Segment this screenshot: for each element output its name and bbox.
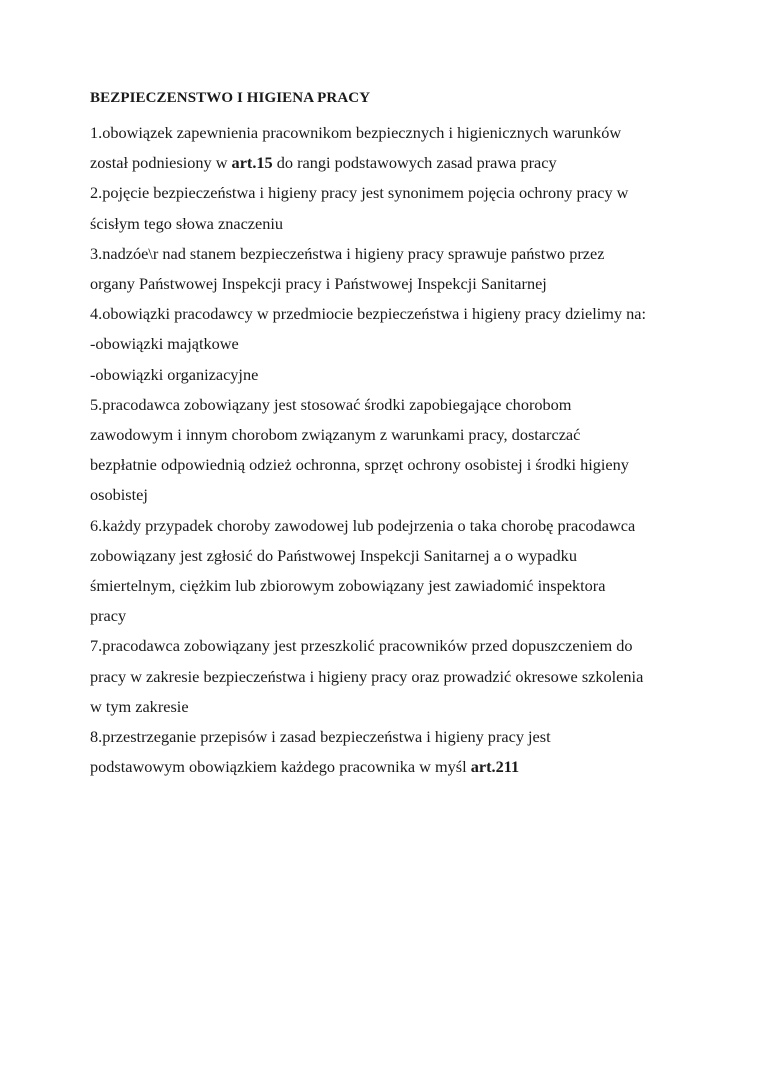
text-line: zawodowym i innym chorobom związanym z warunkami pracy, dostarczać [90, 425, 581, 445]
text-line: -obowiązki organizacyjne [90, 364, 259, 384]
article-reference: art.211 [470, 757, 520, 777]
text-line: ścisłym tego słowa znaczeniu [90, 213, 284, 233]
document-title: BEZPIECZENSTWO I HIGIENA PRACY [90, 90, 371, 106]
text-line: 1.obowiązek zapewnienia pracownikom bezpiecznych i higienicznych warunków [90, 123, 622, 142]
text-line: pracy [90, 606, 127, 626]
text-line: 8.przestrzeganie przepisów i zasad bezpieczeństwa i higieny pracy jest [90, 727, 551, 747]
document-body [90, 118, 690, 782]
article-reference: art.15 [231, 153, 273, 173]
document-page [90, 88, 690, 782]
text-line: 3.nadzóe\r nad stanem bezpieczeństwa i higieny pracy sprawuje państwo przez [90, 243, 605, 263]
text-line: został podniesiony w art.15 do rangi podstawowych zasad prawa pracy [90, 153, 557, 173]
text-line: osobistej [90, 485, 148, 505]
text-line: 6.każdy przypadek choroby zawodowej lub podejrzenia o taka chorobę pracodawca [90, 515, 636, 535]
text-line: -obowiązki majątkowe [90, 334, 239, 354]
text-line: w tym zakresie [90, 696, 189, 716]
text-line: zobowiązany jest zgłosić do Państwowej Inspekcji Sanitarnej a o wypadku [90, 545, 577, 565]
text-line: 2.pojęcie bezpieczeństwa i higieny pracy jest synonimem pojęcia ochrony pracy w [90, 183, 629, 203]
text-line: pracy w zakresie bezpieczeństwa i higieny pracy oraz prowadzić okresowe szkolenia [90, 666, 644, 686]
text-line: bezpłatnie odpowiednią odzież ochronna, sprzęt ochrony osobistej i środki higieny [90, 455, 629, 475]
text-line: 4.obowiązki pracodawcy w przedmiocie bezpieczeństwa i higieny pracy dzielimy na: [90, 304, 647, 324]
text-line: podstawowym obowiązkiem każdego pracownika w myśl art.211 [90, 757, 520, 777]
text-line: śmiertelnym, ciężkim lub zbiorowym zobowiązany jest zawiadomić inspektora [90, 576, 606, 596]
text-line: 7.pracodawca zobowiązany jest przeszkolić pracowników przed dopuszczeniem do [90, 636, 633, 656]
text-line: 5.pracodawca zobowiązany jest stosować środki zapobiegające chorobom [90, 394, 572, 414]
text-line: organy Państwowej Inspekcji pracy i Państwowej Inspekcji Sanitarnej [90, 274, 547, 294]
